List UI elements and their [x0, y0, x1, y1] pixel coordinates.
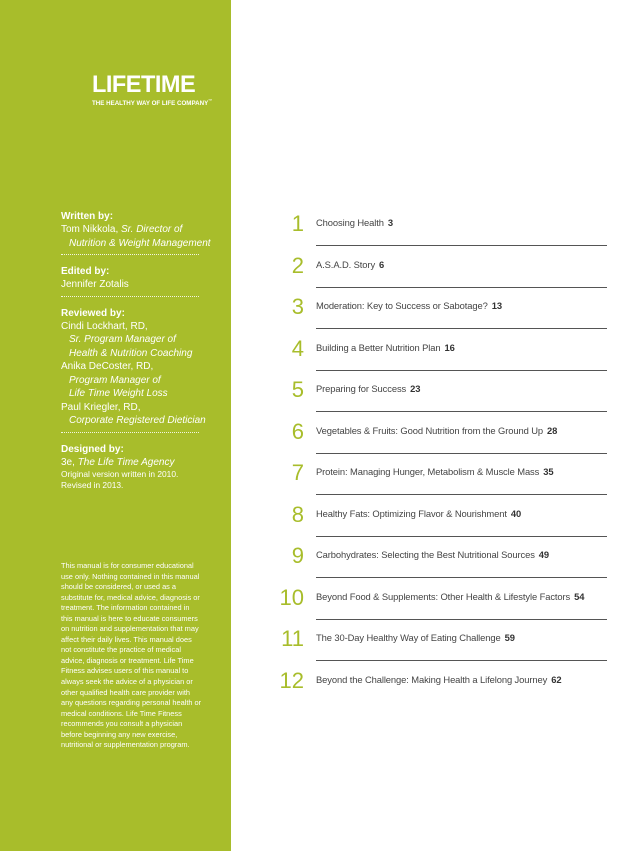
page-number: 13 [491, 300, 502, 311]
reviewer-name: Cindi Lockhart, RD, [61, 320, 148, 332]
designer-agency: The Life Time Agency [77, 456, 175, 468]
chapter-title: Building a Better Nutrition Plan [316, 341, 441, 353]
chapter-title: Moderation: Key to Success or Sabotage? [316, 300, 488, 311]
chapter-number: 10 [279, 584, 304, 610]
chapter-title: The 30-Day Healthy Way of Eating Challenge [316, 632, 501, 643]
divider [316, 245, 607, 246]
divider [316, 536, 607, 537]
chapter-title: Preparing for Success [316, 383, 407, 394]
divider [316, 411, 607, 412]
chapter-number: 1 [291, 211, 304, 236]
page-number: 28 [547, 424, 558, 436]
reviewer-role: Corporate Registered Dietician [69, 415, 206, 426]
page-number: 3 [387, 217, 393, 228]
divider [316, 660, 607, 661]
divider [316, 370, 607, 371]
chapter-number: 5 [291, 377, 304, 402]
page-number: 6 [379, 258, 385, 270]
edited-by-heading: Edited by: [61, 266, 110, 277]
chapter-title: Vegetables & Fruits: Good Nutrition from the Ground Up [316, 424, 544, 436]
divider [316, 287, 607, 288]
toc-entry[interactable] [276, 336, 606, 364]
reviewer-name: Anika DeCoster, RD, [61, 361, 154, 372]
written-by-block [61, 210, 211, 255]
reviewed-by-heading: Reviewed by: [61, 307, 125, 319]
chapter-number: 7 [291, 460, 304, 485]
divider [316, 619, 607, 620]
reviewer-role: Program Manager of [69, 374, 161, 386]
reviewer-role: Life Time Weight Loss [69, 388, 168, 399]
page-number: 59 [504, 632, 515, 643]
toc-entry[interactable] [276, 585, 606, 613]
chapter-title: A.S.A.D. Story [316, 258, 376, 270]
logo-wordmark: LIFETIME [92, 71, 196, 98]
reviewed-by-block [61, 307, 206, 433]
chapter-number: 11 [281, 626, 304, 651]
sidebar-panel [0, 0, 231, 851]
chapter-number: 2 [291, 252, 304, 278]
author-role-cont: Nutrition & Weight Management [69, 237, 211, 249]
chapter-number: 8 [291, 501, 304, 527]
chapter-number: 3 [291, 294, 304, 319]
written-by-heading: Written by: [61, 211, 114, 222]
divider [316, 494, 607, 495]
editor-name: Jennifer Zotalis [61, 279, 129, 290]
page-number: 40 [510, 507, 522, 519]
toc-entry[interactable] [276, 253, 606, 281]
chapter-number: 6 [291, 418, 304, 444]
chapter-title: Protein: Managing Hunger, Metabolism & Muscle Mass [316, 466, 540, 477]
divider [316, 453, 607, 454]
toc-entry[interactable] [276, 294, 606, 322]
disclaimer-text: This manual is for consumer educational use only. Nothing contained in this manual should be considered, or used as a substitute for, medical advice, diagnosis or treatment. The information contained in this manual is here to educate consumers on nutrition and supplementation that may affect their daily lives. This manual does not constitute the practice of medical advice, diagnosis or treatment. Life Time Fitness advises users of this manual to always seek the advice of a physician or other qualified health care provider with any questions regarding personal health or medical conditions. Life Time Fitness recommends you consult a physician before beginning any new exercise, nutritional or supplementation program. [61, 561, 202, 750]
toc-entry[interactable] [276, 460, 606, 488]
chapter-title: Choosing Health [316, 217, 384, 228]
chapter-title: Beyond Food & Supplements: Other Health & Lifestyle Factors [316, 590, 571, 602]
chapter-number: 9 [291, 543, 304, 568]
divider [316, 577, 607, 578]
toc-entry[interactable] [276, 543, 606, 571]
toc-entry[interactable] [276, 502, 606, 530]
page-number: 35 [543, 466, 554, 477]
credits [61, 210, 211, 505]
chapter-number: 12 [279, 667, 304, 693]
designed-by-heading: Designed by: [61, 443, 124, 455]
author-role: Sr. Director of [121, 224, 183, 235]
edited-by-block [61, 265, 199, 297]
original-version-note: Original version written in 2010. [61, 469, 179, 479]
designed-by-block [61, 443, 199, 496]
logo-tagline: THE HEALTHY WAY OF LIFE COMPANY™ [92, 98, 213, 108]
page-number: 54 [574, 590, 585, 602]
toc-entry[interactable] [276, 377, 606, 405]
revised-note: Revised in 2013. [61, 480, 124, 490]
page-number: 62 [551, 673, 562, 685]
author-name: Tom Nikkola, [61, 224, 122, 235]
reviewer-name: Paul Kriegler, RD, [61, 401, 141, 413]
lifetime-logo [92, 71, 213, 108]
chapter-number: 4 [291, 335, 304, 361]
page-number: 23 [410, 383, 421, 394]
designer-name: 3e, [61, 456, 78, 468]
reviewer-role: Sr. Program Manager of [69, 334, 176, 345]
page-number: 16 [444, 341, 455, 353]
chapter-title: Carbohydrates: Selecting the Best Nutritional Sources [316, 549, 535, 560]
toc-entry[interactable] [276, 626, 606, 654]
page-number: 49 [538, 549, 550, 560]
toc-entry[interactable] [276, 419, 606, 447]
chapter-title: Beyond the Challenge: Making Health a Lifelong Journey [316, 673, 548, 685]
divider [316, 328, 607, 329]
toc-entry[interactable] [276, 668, 606, 696]
chapter-title: Healthy Fats: Optimizing Flavor & Nourishment [316, 507, 507, 519]
toc-entry[interactable] [276, 211, 606, 239]
reviewer-role: Health & Nutrition Coaching [69, 347, 193, 359]
